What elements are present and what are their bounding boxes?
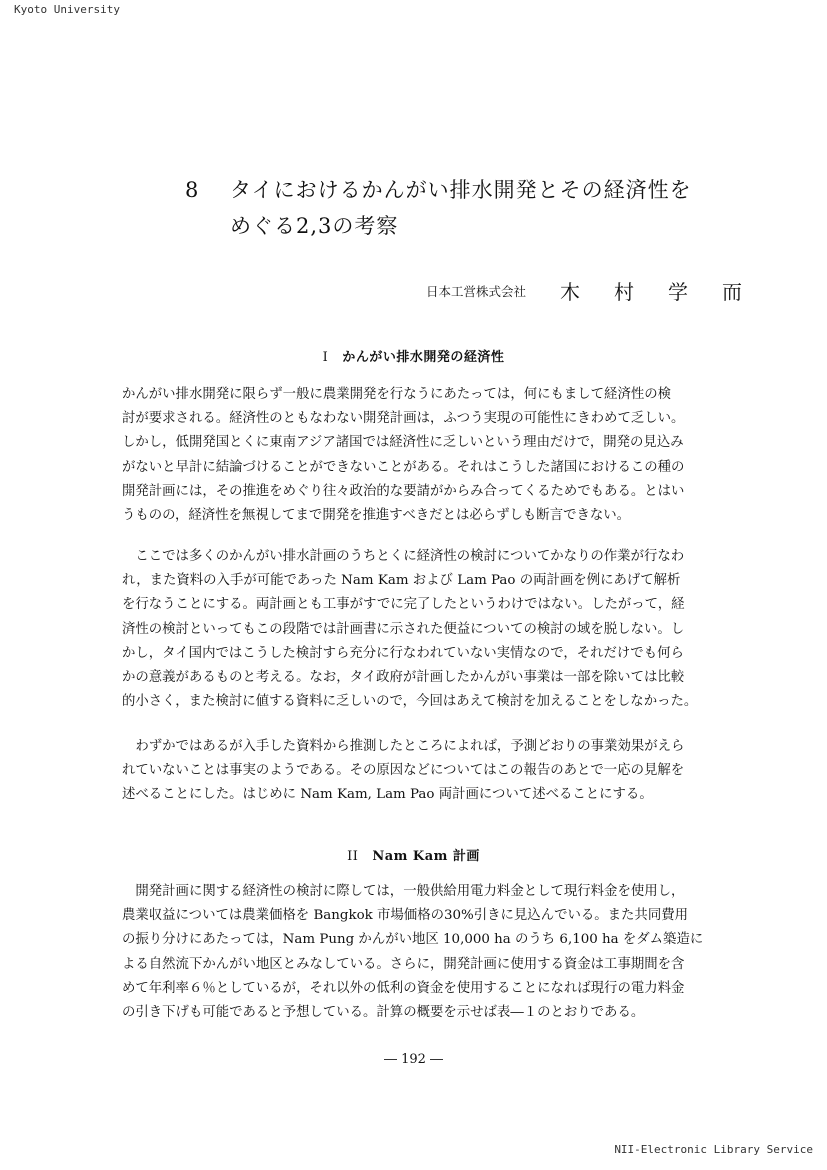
title-line-2: めぐる2,3の考察 [230,214,399,238]
text-line: を行なうことにする。両計画とも工事がすでに完了したというわけではない。したがって，経 [122,597,685,613]
author-affiliation: 日本工営株式会社 [426,284,527,299]
section-heading-2 [0,845,827,864]
text-line: 開発計画に関する経済性の検討に際しては，一般供給用電力料金として現行料金を使用し， [122,884,685,899]
text-line: よる自然流下かんがい地区とみなしている。さらに，開発計画に使用する資金は工事期間を含 [122,956,685,972]
header-institution: Kyoto University [14,3,120,16]
text-line: の引き下げも可能であると予想している。計算の概要を示せば表―１のとおりである。 [122,1005,645,1021]
text-line: かの意義があるものと考える。なお，タイ政府が計画したかんがい事業は一部を除いては比較 [122,670,685,686]
article-number: 8 [185,178,200,202]
paragraph [122,880,774,1025]
section-numeral: II [347,849,359,864]
author-byline [426,276,746,306]
text-line: がないと早計に結論づけることができないことがある。それはこうした諸国におけるこの種の [122,459,685,475]
page-number: ― 192 ― [383,1052,444,1067]
text-line: うものの，経済性を無視してまで開発を推進すべきだとは必らずしも断言できない。 [122,508,631,524]
text-line: れ，また資料の入手が可能であった Nam Kam および Lam Pao の両計画を例にあげて解析 [122,573,681,589]
text-line: ここでは多くのかんがい排水計画のうちとくに経済性の検討についてかなりの作業が行なわ [122,549,685,564]
text-line: かし，タイ国内ではこうした検討すら充分に行なわれていない実情なので，それだけでも何ら [122,645,684,661]
author-name-char: 学 [668,280,688,304]
section-heading-1 [0,346,827,365]
paragraph [122,383,774,528]
section-numeral: I [322,350,329,365]
text-line: 済性の検討といってもこの段階では計画書に示された便益についての検討の域を脱しない。し [122,621,685,637]
text-line: 農業収益については農業価格を Bangkok 市場価格の30%引きに見込んでいる。また共同費用 [122,908,688,924]
text-line: めて年利率６％としているが，それ以外の低利の資金を使用することになれば現行の電力料金 [122,980,685,996]
text-line: しかし，低開発国とくに東南アジア諸国では経済性に乏しいという理由だけで，開発の見込み [122,435,684,451]
text-line: 討が要求される。経済性のともなわない開発計画は，ふつう実現の可能性にきわめて乏しい。 [122,411,685,427]
section-title: Nam Kam 計画 [372,849,480,864]
paragraph [122,545,774,714]
text-line: れていないことは事実のようである。その原因などについてはこの報告のあとで一応の見解を [122,763,685,779]
text-line: 的小さく，また検討に値する資料に乏しいので，今回はあえて検討を加えることをしなかった。 [122,694,698,710]
title-line-1: タイにおけるかんがい排水開発とその経済性を [230,178,692,202]
paragraph [122,735,774,808]
text-line: わずかではあるが入手した資料から推測したところによれば，予測どおりの事業効果がえら [122,739,685,754]
text-line: の振り分けにあたっては，Nam Pung かんがい地区 10,000 ha のうち 6,100 ha をダム築造に [122,932,704,948]
footer-service: NII-Electronic Library Service [614,1143,813,1156]
text-line: 開発計画には，その推進をめぐり往々政治的な要請がからみ合ってくるためでもある。とはい [122,483,685,499]
text-line: 述べることにした。はじめに Nam Kam, Lam Pao 両計画について述べることにする。 [122,787,653,803]
section-title: かんがい排水開発の経済性 [342,350,505,365]
author-name-char: 而 [722,280,742,304]
text-line: かんがい排水開発に限らず一般に農業開発を行なうにあたっては，何にもまして経済性の検 [122,387,672,402]
author-name-char: 村 [614,280,634,304]
author-name-char: 木 [560,280,580,304]
